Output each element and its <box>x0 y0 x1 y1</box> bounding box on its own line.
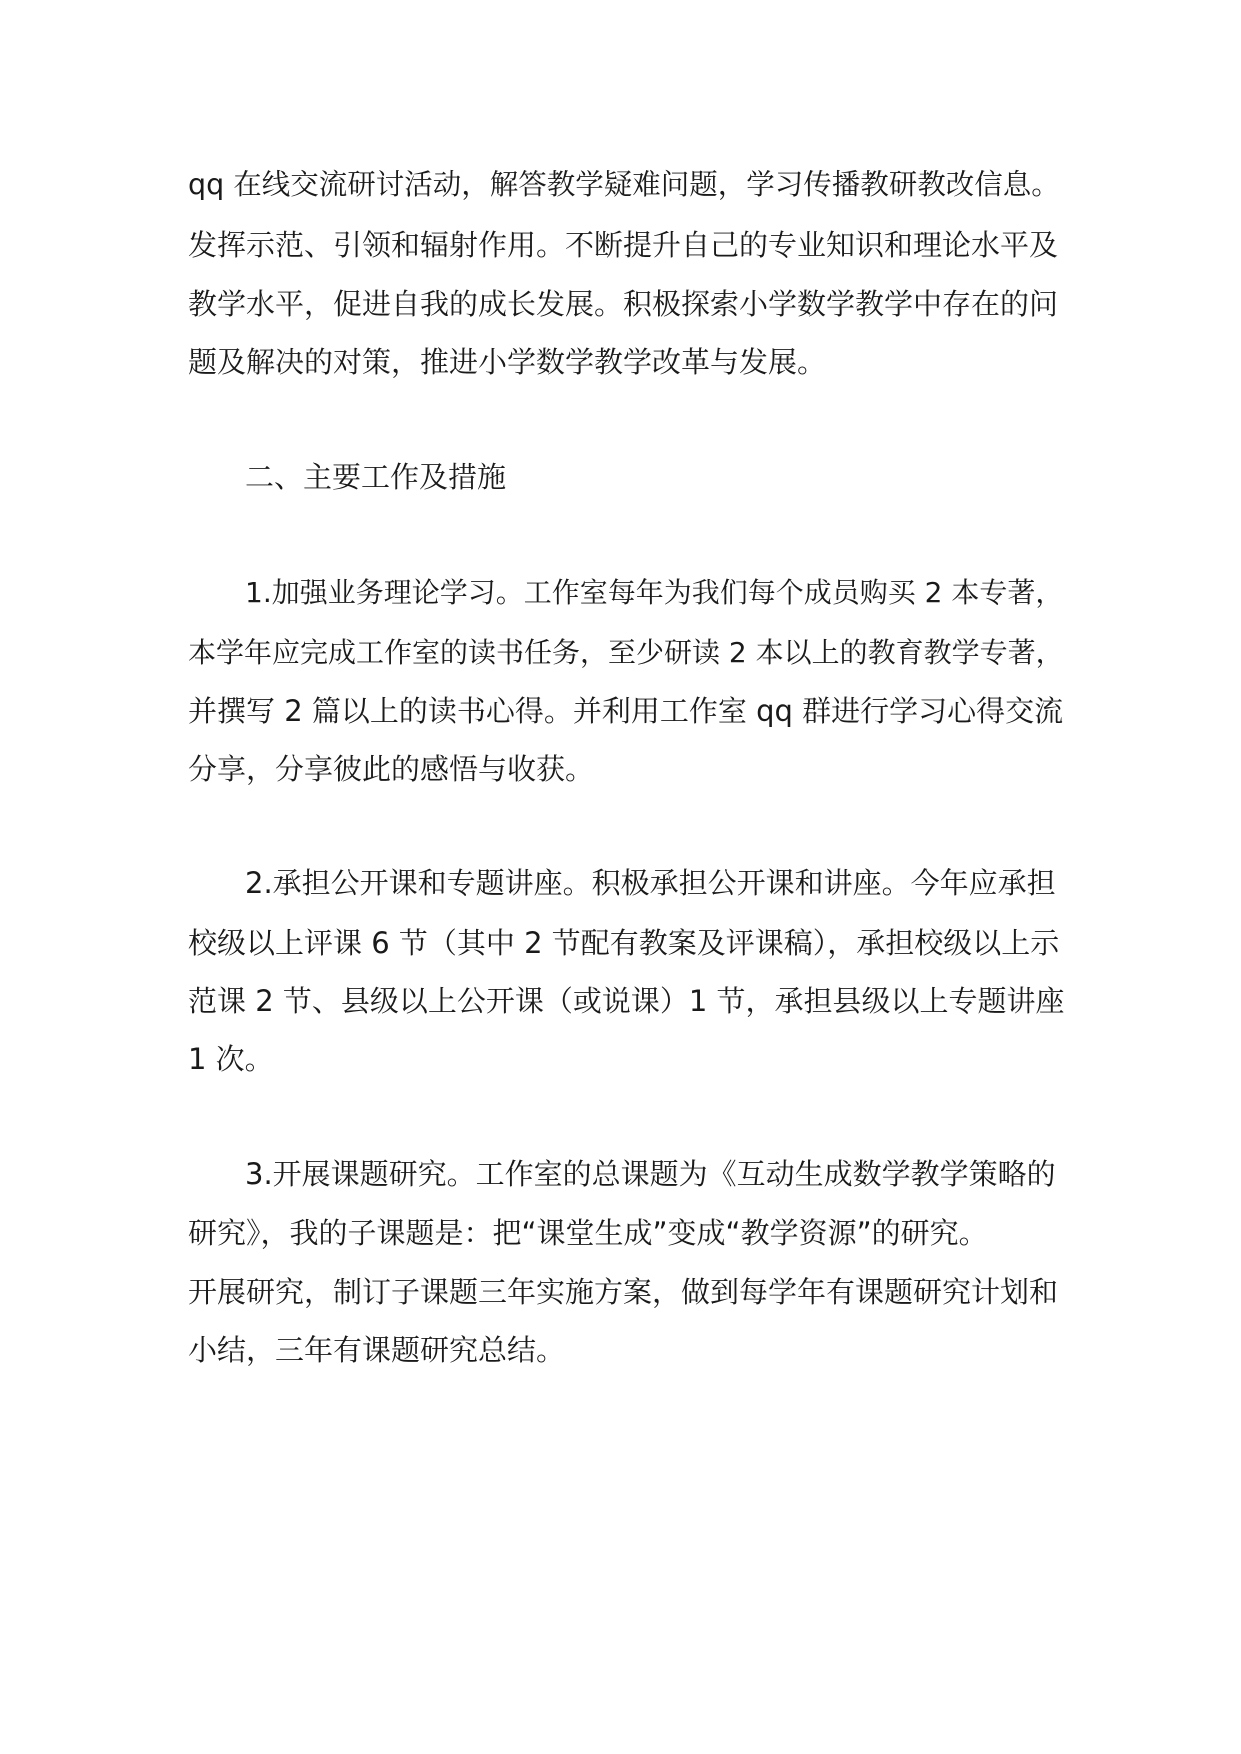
paragraph-1-line-1: qq 在线交流研讨活动，解答教学疑难问题，学习传播教研教改信息。 <box>188 168 1060 201</box>
item-3-line-4: 小结，三年有课题研究总结。 <box>188 1333 566 1367</box>
item-2-line-3: 范课 2 节、县级以上公开课（或说课）1 节，承担县级以上专题讲座 <box>188 984 1065 1018</box>
paragraph-1-line-4: 题及解决的对策，推进小学数学教学改革与发展。 <box>188 345 827 379</box>
item-1-line-2: 本学年应完成工作室的读书任务，至少研读 2 本以上的教育教学专著， <box>188 636 1064 669</box>
item-3-line-3: 开展研究，制订子课题三年实施方案，做到每学年有课题研究计划和 <box>188 1275 1059 1309</box>
item-1-line-4: 分享，分享彼此的感悟与收获。 <box>188 752 595 786</box>
item-1-line-3: 并撰写 2 篇以上的读书心得。并利用工作室 qq 群进行学习心得交流 <box>188 694 1064 728</box>
item-3-line-2: 研究》，我的子课题是：把“课堂生成”变成“教学资源”的研究。 <box>188 1216 988 1250</box>
item-2-line-2: 校级以上评课 6 节（其中 2 节配有教案及评课稿），承担校级以上示 <box>188 926 1060 960</box>
item-2-line-1: 2.承担公开课和专题讲座。积极承担公开课和讲座。今年应承担 <box>245 866 1056 900</box>
item-2-line-4: 1 次。 <box>188 1042 274 1076</box>
item-3-line-1: 3.开展课题研究。工作室的总课题为《互动生成数学教学策略的 <box>245 1157 1056 1191</box>
item-1-line-1: 1.加强业务理论学习。工作室每年为我们每个成员购买 2 本专著， <box>245 576 1064 609</box>
paragraph-1-line-2: 发挥示范、引领和辐射作用。不断提升自己的专业知识和理论水平及 <box>188 228 1059 262</box>
section-heading: 二、主要工作及措施 <box>245 460 507 494</box>
paragraph-1-line-3: 教学水平，促进自我的成长发展。积极探索小学数学教学中存在的问 <box>188 287 1059 321</box>
